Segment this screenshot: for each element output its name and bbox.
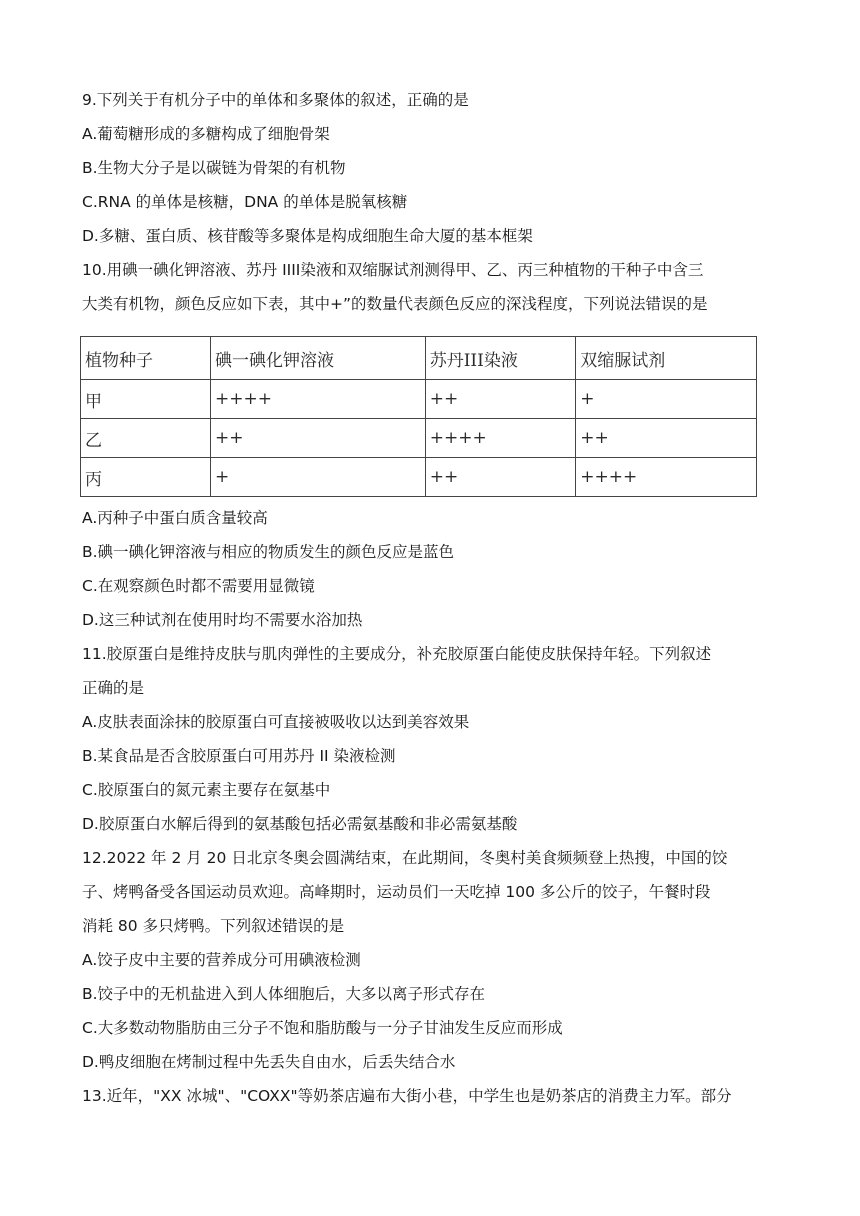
q9-option-c: C.RNA 的单体是核糖，DNA 的单体是脱氧核糖 xyxy=(82,193,408,211)
table-header-cell: 植物种子 xyxy=(81,337,211,380)
q12-option-a: A.饺子皮中主要的营养成分可用碘液检测 xyxy=(82,951,361,969)
q11-stem-line2: 正确的是 xyxy=(82,679,145,697)
table-cell: + xyxy=(211,458,426,497)
table-cell: ++ xyxy=(211,419,426,458)
q9-option-b: B.生物大分子是以碳链为骨架的有机物 xyxy=(82,159,346,177)
table-cell: ++ xyxy=(576,419,757,458)
color-reaction-table xyxy=(80,336,757,497)
q11-stem-line1: 11.胶原蛋白是维持皮肤与肌肉弹性的主要成分，补充胶原蛋白能使皮肤保持年轻。下列叙述 xyxy=(82,645,712,663)
q11-option-b: B.某食品是否含胶原蛋白可用苏丹 II 染液检测 xyxy=(82,747,396,765)
q12-option-c: C.大多数动物脂肪由三分子不饱和脂肪酸与一分子甘油发生反应而形成 xyxy=(82,1019,563,1037)
q11-option-a: A.皮肤表面涂抹的胶原蛋白可直接被吸收以达到美容效果 xyxy=(82,713,470,731)
q10-stem-line2: 大类有机物，颜色反应如下表，其中+”的数量代表颜色反应的深浅程度，下列说法错误的是 xyxy=(82,295,708,313)
table-header-cell: 双缩脲试剂 xyxy=(576,337,757,380)
table-cell: 甲 xyxy=(81,380,211,419)
q9-option-a: A.葡萄糖形成的多糖构成了细胞骨架 xyxy=(82,125,330,143)
q10-stem-line1: 10.用碘一碘化钾溶液、苏丹 IIII染液和双缩脲试剂测得甲、乙、丙三种植物的干种子中含三 xyxy=(82,261,704,279)
table-cell: ++++ xyxy=(211,380,426,419)
table-header-cell: 碘一碘化钾溶液 xyxy=(211,337,426,380)
q12-stem-line3: 消耗 80 多只烤鸭。下列叙述错误的是 xyxy=(82,917,345,935)
table-cell: 丙 xyxy=(81,458,211,497)
table-header-row xyxy=(81,337,757,380)
q10-option-c: C.在观察颜色时都不需要用显微镜 xyxy=(82,577,315,595)
q11-option-c: C.胶原蛋白的氮元素主要存在氨基中 xyxy=(82,781,331,799)
q12-option-d: D.鸭皮细胞在烤制过程中先丢失自由水，后丢失结合水 xyxy=(82,1053,456,1071)
table-cell: ++++ xyxy=(576,458,757,497)
table-cell: ++++ xyxy=(425,419,576,458)
q12-option-b: B.饺子中的无机盐进入到人体细胞后，大多以离子形式存在 xyxy=(82,985,486,1003)
q13-stem-line1: 13.近年，"XX 冰城"、"COXX"等奶茶店遍布大街小巷，中学生也是奶茶店的消费主力军。部分 xyxy=(82,1087,732,1105)
q10-option-a: A.丙种子中蛋白质含量较高 xyxy=(82,509,268,527)
table-cell: ++ xyxy=(425,458,576,497)
q10-option-d: D.这三种试剂在使用时均不需要水浴加热 xyxy=(82,611,363,629)
table-row xyxy=(81,458,757,497)
table-row xyxy=(81,419,757,458)
table-cell: ++ xyxy=(425,380,576,419)
q11-option-d: D.胶原蛋白水解后得到的氨基酸包括必需氨基酸和非必需氨基酸 xyxy=(82,815,518,833)
table-cell: + xyxy=(576,380,757,419)
q12-stem-line2: 子、烤鸭备受各国运动员欢迎。高峰期时，运动员们一天吃掉 100 多公斤的饺子，午餐时段 xyxy=(82,883,711,901)
q9-stem: 9.下列关于有机分子中的单体和多聚体的叙述，正确的是 xyxy=(82,91,469,109)
q9-option-d: D.多糖、蛋白质、核苷酸等多聚体是构成细胞生命大厦的基本框架 xyxy=(82,227,533,245)
table-header-cell: 苏丹III染液 xyxy=(425,337,576,380)
q10-option-b: B.碘一碘化钾溶液与相应的物质发生的颜色反应是蓝色 xyxy=(82,543,455,561)
table-cell: 乙 xyxy=(81,419,211,458)
table-row xyxy=(81,380,757,419)
q12-stem-line1: 12.2022 年 2 月 20 日北京冬奥会圆满结束，在此期间，冬奥村美食频频登上热搜，中国的饺 xyxy=(82,849,728,867)
